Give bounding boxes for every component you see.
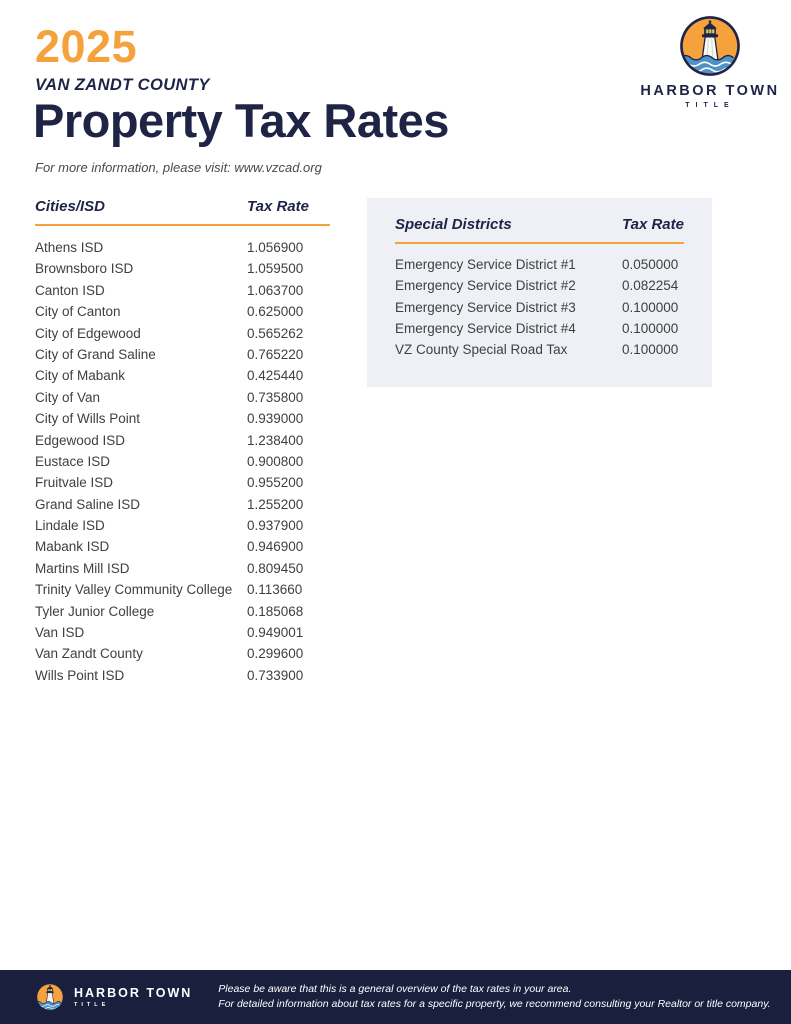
table-row [35,283,330,304]
table-row [35,582,330,603]
districts-rate-header-label: Tax Rate [622,216,684,233]
tax-rate-value: 0.100000 [622,320,679,336]
cities-rows [35,240,330,689]
entity-name: City of Grand Saline [35,346,156,362]
entity-name: Grand Saline ISD [35,496,141,512]
entity-name: Van ISD [35,625,85,641]
year-heading: 2025 [35,21,138,72]
table-row [35,518,330,539]
county-heading: VAN ZANDT COUNTY [35,76,210,94]
table-row [35,326,330,347]
tax-rate-value: 0.100000 [622,299,679,315]
orange-divider [395,242,684,244]
entity-name: Edgewood ISD [35,432,126,448]
tax-rate-value: 0.185068 [247,603,304,619]
tax-rate-value: 0.955200 [247,475,304,491]
tax-rate-value: 0.765220 [247,346,304,362]
cities-rate-header-label: Tax Rate [247,198,309,215]
table-row [35,604,330,625]
tax-rate-value: 0.565262 [247,325,304,341]
entity-name: Emergency Service District #4 [395,320,576,336]
districts-header-label: Special Districts [395,216,512,233]
brand-subtitle: TITLE [685,102,735,109]
table-row [35,625,330,646]
entity-name: Emergency Service District #1 [395,257,576,272]
districts-rows [395,257,684,363]
tax-rate-value: 0.425440 [247,368,304,384]
entity-name: Van Zandt County [35,646,143,662]
table-row [395,342,684,363]
tax-rate-value: 0.937900 [247,518,304,534]
entity-name: Athens ISD [35,240,104,255]
entity-name: City of Wills Point [35,411,141,427]
table-row [35,646,330,667]
tax-rate-value: 0.809450 [247,560,304,576]
entity-name: Tyler Junior College [35,603,155,619]
table-row [35,240,330,261]
table-row [35,390,330,411]
tax-rate-value: 0.625000 [247,304,304,320]
table-row [35,304,330,325]
entity-name: Eustace ISD [35,453,111,469]
cities-header-label: Cities/ISD [35,198,106,215]
lighthouse-icon [678,14,742,78]
footer-wordmark [74,986,192,1008]
tax-rate-value: 0.949001 [247,625,304,641]
tax-rate-value: 0.113660 [247,582,303,598]
cities-isd-table [35,198,330,689]
brand-name: HARBOR TOWN [640,83,780,99]
tax-rate-value: 1.238400 [247,432,304,448]
entity-name: VZ County Special Road Tax [395,342,568,358]
tax-rate-value: 1.063700 [247,282,304,298]
tax-rate-value: 0.299600 [247,646,304,662]
brand-subtitle: TITLE [74,1002,110,1008]
table-row [395,278,684,299]
brand-name: HARBOR TOWN [74,986,193,1000]
disclaimer-line-2: For detailed information about tax rates for a specific property, we recommend consulting your Realtor or title company. [218,998,771,1010]
special-districts-panel [367,198,712,387]
table-row [35,561,330,582]
table-row [35,411,330,432]
entity-name: Fruitvale ISD [35,475,114,491]
table-row [35,539,330,560]
entity-name: Lindale ISD [35,518,105,534]
entity-name: City of Canton [35,304,121,320]
table-row [35,347,330,368]
table-row [395,321,684,342]
footer-disclaimer [218,982,770,1012]
entity-name: City of Mabank [35,368,126,384]
cities-table-header [35,198,330,215]
entity-name: Martins Mill ISD [35,560,130,576]
entity-name: Wills Point ISD [35,667,125,683]
tax-rate-value: 1.056900 [247,240,304,255]
entity-name: Mabank ISD [35,539,110,555]
page-title: Property Tax Rates [33,94,449,147]
tax-rate-value: 0.939000 [247,411,304,427]
table-row [395,300,684,321]
entity-name: Canton ISD [35,282,105,298]
footer-logo [35,982,192,1012]
tax-rate-value: 0.100000 [622,342,679,358]
tax-rate-value: 1.255200 [247,496,304,512]
table-row [35,454,330,475]
entity-name: Emergency Service District #2 [395,278,576,294]
districts-table-header [395,216,684,233]
disclaimer-line-1: Please be aware that this is a general overview of the tax rates in your area. [218,983,572,995]
orange-divider [35,224,330,226]
entity-name: City of Van [35,389,101,405]
tax-rate-value: 0.900800 [247,453,304,469]
tax-rate-value: 0.050000 [622,257,679,272]
footer-bar [0,970,791,1024]
entity-name: Brownsboro ISD [35,261,134,277]
table-row [35,668,330,689]
table-row [35,261,330,282]
tax-rate-value: 0.946900 [247,539,304,555]
entity-name: Emergency Service District #3 [395,299,576,315]
lighthouse-icon [35,982,65,1012]
harbor-town-logo [640,14,780,109]
tax-rate-value: 1.059500 [247,261,304,277]
entity-name: Trinity Valley Community College [35,582,233,598]
info-subtitle: For more information, please visit: www.vzcad.org [35,160,322,175]
table-row [35,368,330,389]
tax-rate-value: 0.733900 [247,667,304,683]
tax-rate-value: 0.082254 [622,278,679,294]
table-row [35,433,330,454]
entity-name: City of Edgewood [35,325,141,341]
table-row [35,497,330,518]
tax-rate-value: 0.735800 [247,389,304,405]
table-row [35,475,330,496]
table-row [395,257,684,278]
